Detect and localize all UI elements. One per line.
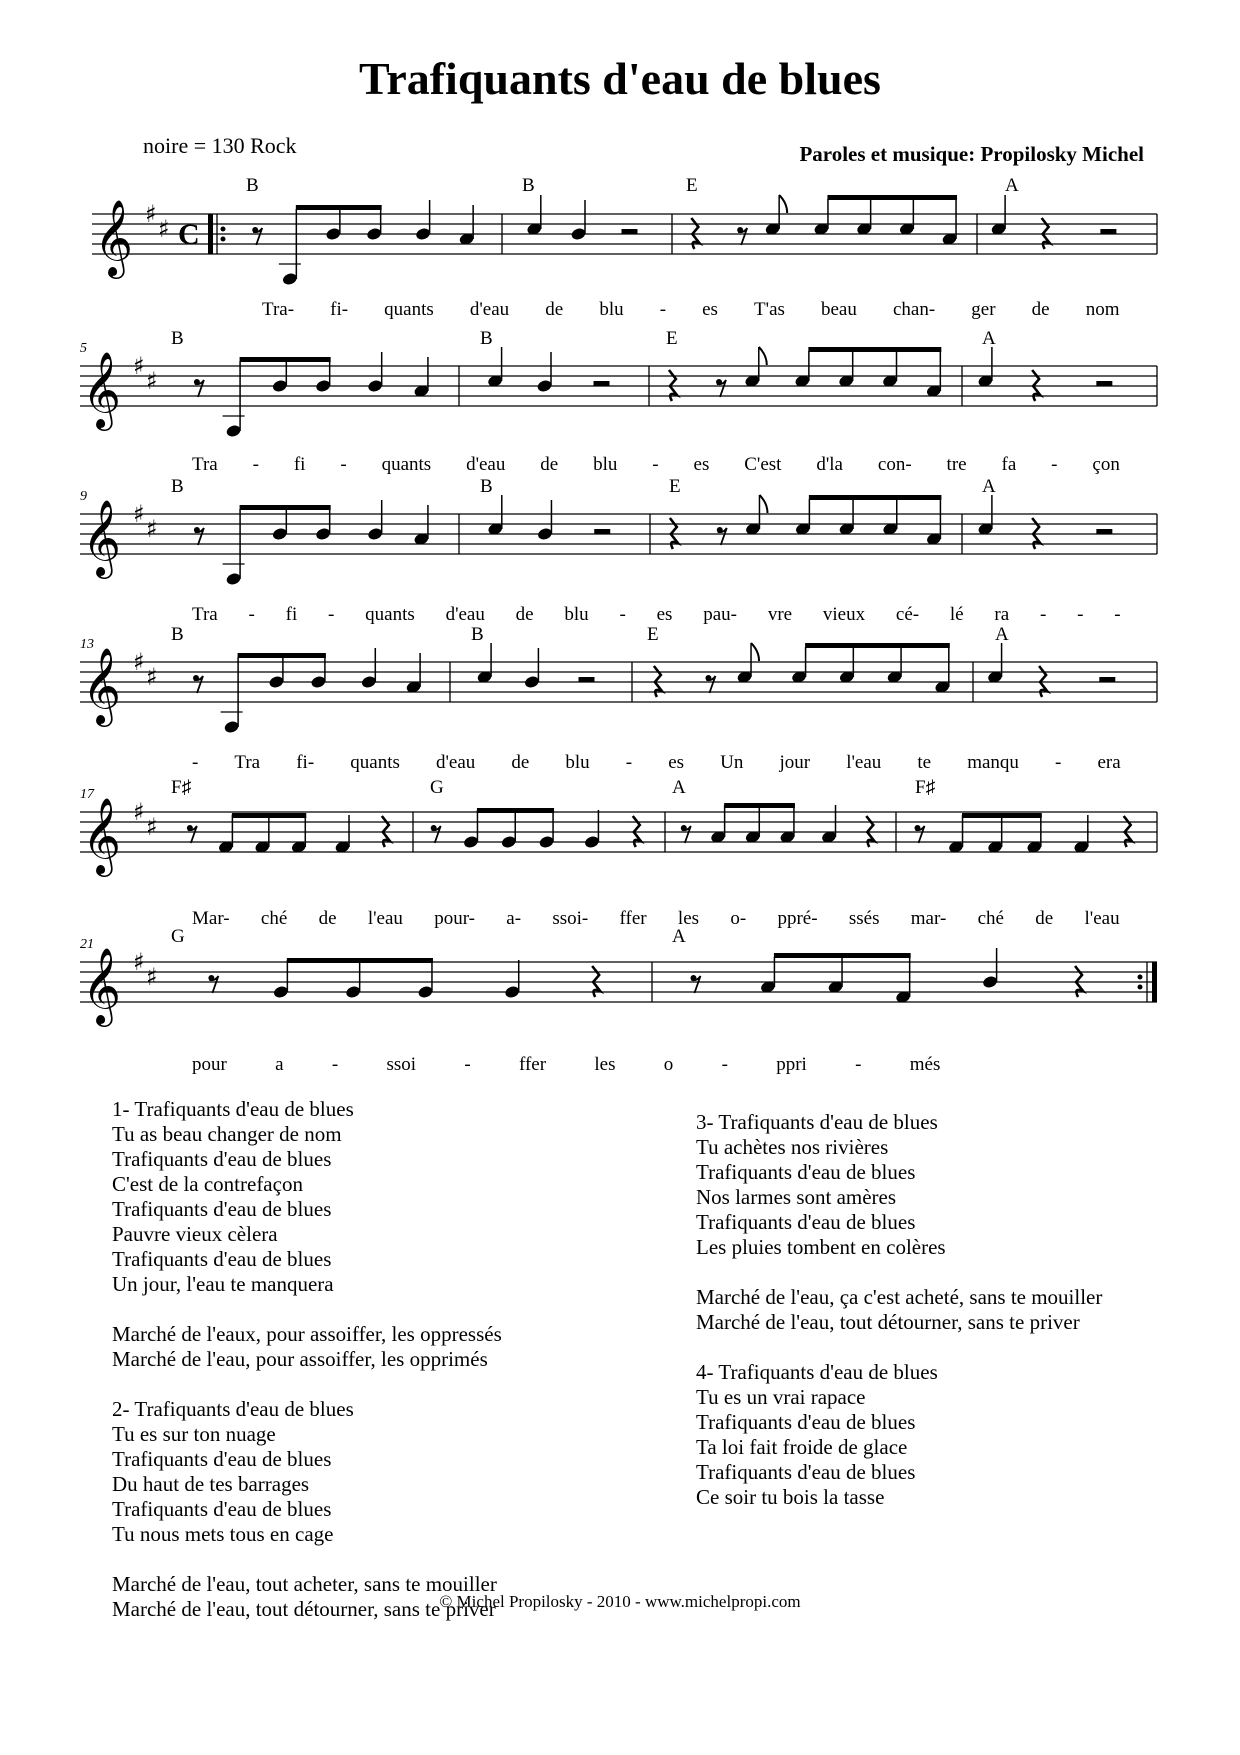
lyric-syllable: d'eau: [445, 604, 485, 625]
sharp-accidental: ♯: [145, 200, 157, 228]
beam: [240, 357, 331, 362]
staff-system: [80, 328, 1157, 475]
composer-credit: Paroles et musique: Propilosky Michel: [799, 142, 1144, 166]
beam: [724, 803, 795, 808]
verse-block: [112, 1397, 502, 1547]
beam: [477, 808, 554, 813]
lyric-syllable: ppré-: [777, 908, 818, 929]
beam: [805, 643, 950, 648]
lyric-syllable: -: [252, 454, 259, 475]
lyric-syllable: ffer: [519, 1054, 547, 1075]
lyric-syllable: pau-: [703, 604, 738, 625]
chord-symbol: F♯: [171, 777, 192, 798]
lyric-line: [192, 604, 1121, 625]
lyric-syllable: de: [545, 299, 564, 320]
half-rest: [1099, 677, 1115, 682]
note-flag: [759, 347, 767, 365]
sharp-accidental: ♯: [146, 515, 158, 543]
lyric-syllable: blu: [599, 299, 624, 320]
chord-symbol: B: [480, 328, 493, 349]
beam: [962, 813, 1042, 818]
lyric-syllable: o: [663, 1054, 674, 1075]
lyric-syllable: te: [917, 752, 932, 773]
chord-symbol: B: [171, 476, 184, 497]
lyric-syllable: fa: [1001, 454, 1017, 475]
lyric-syllable: blu: [593, 454, 618, 475]
lyric-syllable: de: [515, 604, 534, 625]
verse-line: Marché de l'eau, tout détourner, sans te priver: [112, 1597, 496, 1621]
lyric-syllable: ppri: [776, 1054, 807, 1075]
lyric-syllable: lé: [949, 604, 964, 625]
half-rest: [579, 677, 595, 682]
staff-system: [92, 175, 1157, 320]
verse-line: Trafiquants d'eau de blues: [696, 1410, 916, 1434]
lyric-line: [192, 908, 1120, 929]
verse-line: Marché de l'eaux, pour assoiffer, les oppressés: [112, 1322, 502, 1346]
beam: [809, 495, 942, 500]
note-flag: [779, 195, 787, 213]
sharp-accidental: ♯: [146, 963, 158, 991]
chord-symbol: F♯: [915, 777, 936, 798]
lyric-syllable: era: [1097, 752, 1121, 773]
beam: [240, 505, 331, 510]
lyric-syllable: jour: [779, 752, 811, 773]
lyric-syllable: blu: [564, 604, 589, 625]
lyric-syllable: d'eau: [435, 752, 476, 773]
lyric-syllable: blu: [565, 752, 590, 773]
lyric-syllable: ger: [971, 299, 996, 320]
chord-symbol: E: [669, 476, 681, 497]
chord-symbol: A: [672, 777, 686, 798]
lyric-syllable: de: [1031, 299, 1050, 320]
lyric-syllable: -: [652, 454, 659, 475]
verse-line: Tu es un vrai rapace: [696, 1385, 866, 1409]
half-rest: [622, 229, 638, 234]
measure-number: 9: [80, 489, 87, 504]
verse-line: C'est de la contrefaçon: [112, 1172, 303, 1196]
lyric-syllable: ffer: [619, 908, 647, 929]
chord-symbol: A: [1005, 175, 1019, 196]
lyric-syllable: -: [1114, 604, 1121, 625]
lyric-syllable: Tra: [192, 604, 218, 625]
chord-symbol: G: [430, 777, 444, 798]
verse-line: Tu es sur ton nuage: [112, 1422, 276, 1446]
lyric-syllable: ssoi: [386, 1054, 417, 1075]
beam: [238, 653, 326, 658]
chord-symbol: A: [672, 926, 686, 947]
lyric-syllable: -: [721, 1054, 728, 1075]
lyric-syllable: pour-: [434, 908, 475, 929]
beam: [232, 813, 306, 818]
verse-line: Tu achètes nos rivières: [696, 1135, 889, 1159]
lyric-syllable: con-: [877, 454, 912, 475]
half-rest: [1100, 229, 1116, 234]
lyric-syllable: -: [192, 752, 199, 773]
verse-line: Tu nous mets tous en cage: [112, 1522, 334, 1546]
lyric-syllable: -: [855, 1054, 862, 1075]
verse-line: Pauvre vieux cèlera: [112, 1222, 278, 1246]
lyric-syllable: pour: [192, 1054, 227, 1075]
verse-line: Trafiquants d'eau de blues: [696, 1210, 916, 1234]
lyric-syllable: de: [540, 454, 559, 475]
half-rest: [594, 529, 610, 534]
repeat-thick-bar: [208, 214, 213, 254]
lyric-syllable: Tra: [234, 752, 261, 773]
beam: [827, 195, 957, 200]
lyric-syllable: quants: [381, 454, 432, 475]
verse-line: 4- Trafiquants d'eau de blues: [696, 1360, 938, 1384]
lyric-syllable: ché: [260, 908, 288, 929]
staff-system: [80, 777, 1157, 929]
lyric-syllable: vieux: [822, 604, 866, 625]
measure-number: 21: [80, 937, 94, 952]
verse-line: Trafiquants d'eau de blues: [112, 1497, 332, 1521]
treble-clef: 𝄞: [82, 351, 122, 428]
chord-symbol: A: [982, 328, 996, 349]
lyric-syllable: ssés: [848, 908, 880, 929]
measure-number: 17: [80, 787, 94, 802]
lyric-line: [192, 454, 1120, 475]
lyric-syllable: nom: [1085, 299, 1120, 320]
lyric-syllable: fi: [293, 454, 306, 475]
copyright-footer: © Michel Propilosky - 2010 - www.michelpropi.com: [439, 1592, 801, 1611]
lyric-syllable: de: [1035, 908, 1054, 929]
chord-symbol: A: [982, 476, 996, 497]
lyric-syllable: mar-: [910, 908, 947, 929]
chord-symbol: A: [995, 624, 1009, 645]
lyric-syllable: fi-: [330, 299, 349, 320]
lyric-syllable: quants: [384, 299, 434, 320]
common-time-signature: C: [178, 218, 200, 251]
lyric-syllable: -: [619, 604, 626, 625]
chord-symbol: E: [647, 624, 659, 645]
lyric-syllable: tre: [946, 454, 967, 475]
repeat-dot: [221, 237, 226, 242]
beam: [296, 205, 382, 210]
staff-system: [80, 476, 1157, 625]
half-rest: [1096, 381, 1112, 386]
verse-block: [696, 1360, 1102, 1510]
half-rest: [594, 381, 610, 386]
lyric-syllable: les: [594, 1054, 616, 1075]
lyric-syllable: ra: [994, 604, 1010, 625]
lyric-syllable: -: [1077, 604, 1084, 625]
chord-symbol: B: [471, 624, 484, 645]
lyric-syllable: l'eau: [367, 908, 403, 929]
verses-left-column: [112, 1097, 502, 1647]
chord-symbol: E: [686, 175, 698, 196]
verse-line: 3- Trafiquants d'eau de blues: [696, 1110, 938, 1134]
sharp-accidental: ♯: [133, 948, 145, 976]
lyric-syllable: vre: [767, 604, 793, 625]
lyric-syllable: -: [1055, 752, 1062, 773]
lyric-syllable: o-: [730, 908, 747, 929]
lyric-syllable: es: [656, 604, 673, 625]
sharp-accidental: ♯: [146, 367, 158, 395]
lyric-syllable: -: [248, 604, 255, 625]
sharp-accidental: ♯: [133, 352, 145, 380]
lyric-syllable: -: [1039, 604, 1047, 625]
lyric-syllable: manqu: [967, 752, 1019, 773]
verse-line: Un jour, l'eau te manquera: [112, 1272, 334, 1296]
lyric-syllable: les: [677, 908, 700, 929]
lyric-line: [192, 752, 1121, 773]
note-flag: [751, 643, 759, 661]
lyric-syllable: -: [659, 299, 667, 320]
lyric-syllable: çon: [1092, 454, 1120, 475]
verse-line: Ce soir tu bois la tasse: [696, 1485, 885, 1509]
chord-symbol: B: [480, 476, 493, 497]
lyric-syllable: beau: [821, 299, 857, 320]
lyric-syllable: més: [909, 1054, 941, 1075]
verse-line: Marché de l'eau, pour assoiffer, les opprimés: [112, 1347, 488, 1371]
verse-line: Trafiquants d'eau de blues: [696, 1160, 916, 1184]
verse-line: Les pluies tombent en colères: [696, 1235, 946, 1259]
lyric-syllable: a-: [506, 908, 522, 929]
treble-clef: 𝄞: [94, 199, 134, 276]
lyric-syllable: ché: [977, 908, 1004, 929]
lyric-syllable: quants: [365, 604, 415, 625]
sharp-accidental: ♯: [133, 798, 145, 826]
chord-symbol: G: [171, 926, 185, 947]
verse-line: Du haut de tes barrages: [112, 1472, 310, 1496]
lyric-syllable: fi: [285, 604, 298, 625]
verse-line: Marché de l'eau, ça c'est acheté, sans te mouiller: [696, 1285, 1103, 1309]
lyric-syllable: ssoi-: [552, 908, 589, 929]
verse-line: Trafiquants d'eau de blues: [112, 1247, 332, 1271]
chord-symbol: B: [171, 328, 184, 349]
measure-number: 13: [80, 637, 94, 652]
lyric-syllable: -: [1051, 454, 1058, 475]
sharp-accidental: ♯: [133, 500, 145, 528]
tempo-marking: noire = 130 Rock: [143, 133, 297, 158]
chord-symbol: B: [522, 175, 535, 196]
lyric-syllable: Tra-: [262, 299, 295, 320]
verse-line: Trafiquants d'eau de blues: [112, 1197, 332, 1221]
verse-line: Trafiquants d'eau de blues: [696, 1460, 916, 1484]
lyric-syllable: l'eau: [846, 752, 882, 773]
repeat-dot: [1138, 985, 1143, 990]
verse-line: 2- Trafiquants d'eau de blues: [112, 1397, 354, 1421]
note-flag: [759, 495, 767, 513]
verse-line: Trafiquants d'eau de blues: [112, 1147, 332, 1171]
half-rest: [1096, 529, 1112, 534]
lyric-syllable: d'eau: [469, 299, 510, 320]
lyric-syllable: T'as: [754, 299, 785, 320]
lyric-syllable: d'la: [816, 454, 843, 475]
repeat-thick-bar: [1152, 962, 1157, 1002]
lyric-syllable: -: [340, 454, 347, 475]
treble-clef: 𝄞: [82, 647, 122, 724]
lyric-syllable: es: [702, 299, 718, 320]
lyric-syllable: Un: [720, 752, 744, 773]
verse-block: [696, 1285, 1102, 1335]
sharp-accidental: ♯: [146, 813, 158, 841]
lyric-syllable: -: [625, 752, 633, 773]
lyric-syllable: Tra: [192, 454, 218, 475]
sharp-accidental: ♯: [133, 648, 145, 676]
beam: [808, 347, 941, 352]
sharp-accidental: ♯: [146, 663, 158, 691]
lyric-syllable: quants: [350, 752, 400, 773]
verse-line: Nos larmes sont amères: [696, 1185, 897, 1209]
lyric-syllable: C'est: [744, 454, 782, 475]
lyric-syllable: cé-: [895, 604, 920, 625]
verse-line: Marché de l'eau, tout acheter, sans te mouiller: [112, 1572, 497, 1596]
verse-line: Ta loi fait froide de glace: [696, 1435, 908, 1459]
lyric-syllable: es: [693, 454, 710, 475]
staff-system: [80, 624, 1157, 773]
repeat-dot: [221, 227, 226, 232]
lyric-syllable: a: [275, 1054, 284, 1075]
lyric-syllable: de: [318, 908, 337, 929]
verse-line: Trafiquants d'eau de blues: [112, 1447, 332, 1471]
verse-block: [696, 1110, 1102, 1260]
staff-system: [80, 926, 1157, 1075]
lyric-syllable: -: [328, 604, 335, 625]
verses-right-column: [696, 1110, 1102, 1535]
beam: [287, 958, 433, 963]
chord-symbol: B: [171, 624, 184, 645]
lyric-line: [262, 299, 1120, 320]
verse-line: 1- Trafiquants d'eau de blues: [112, 1097, 354, 1121]
lyric-syllable: de: [511, 752, 530, 773]
lyric-line: [192, 1054, 940, 1075]
treble-clef: 𝄞: [82, 797, 122, 874]
lyric-syllable: fi-: [296, 752, 315, 773]
verse-block: [112, 1097, 502, 1297]
lyric-syllable: es: [668, 752, 685, 773]
lyric-syllable: -: [464, 1054, 471, 1075]
lyric-syllable: chan-: [892, 299, 936, 320]
treble-clef: 𝄞: [82, 499, 122, 576]
lyric-syllable: d'eau: [466, 454, 506, 475]
lyric-syllable: Mar-: [192, 908, 230, 929]
verse-block: [112, 1322, 502, 1372]
lyric-syllable: l'eau: [1084, 908, 1120, 929]
verse-line: Tu as beau changer de nom: [112, 1122, 342, 1146]
song-title: Trafiquants d'eau de blues: [359, 53, 881, 104]
measure-number: 5: [80, 341, 87, 356]
chord-symbol: B: [246, 175, 259, 196]
verse-line: Marché de l'eau, tout détourner, sans te priver: [696, 1310, 1080, 1334]
chord-symbol: E: [666, 328, 678, 349]
beam: [774, 953, 911, 958]
lyric-syllable: -: [331, 1054, 339, 1075]
repeat-dot: [1138, 975, 1143, 980]
treble-clef: 𝄞: [82, 947, 122, 1024]
sharp-accidental: ♯: [158, 215, 170, 243]
